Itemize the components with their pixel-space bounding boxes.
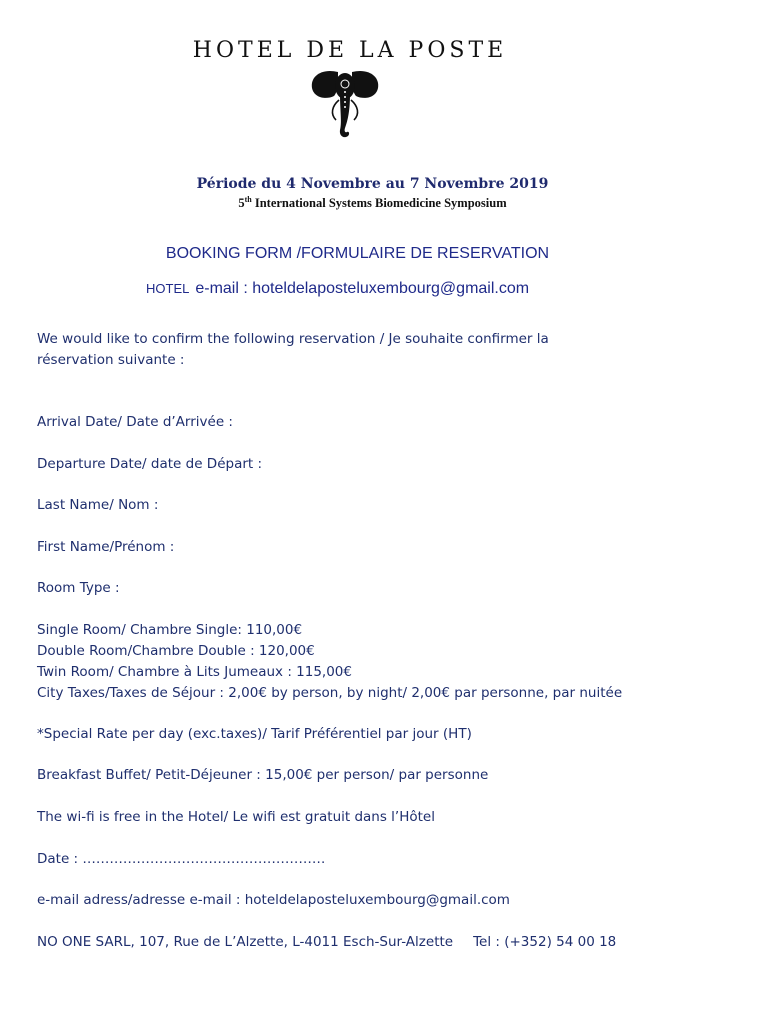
symposium-ordinal-suffix: th xyxy=(244,195,252,204)
symposium-title xyxy=(0,195,745,211)
period-dates: Période du 4 Novembre au 7 Novembre 2019 xyxy=(196,176,549,192)
special-rate-note: *Special Rate per day (exc.taxes)/ Tarif Préférentiel par jour (HT) xyxy=(37,726,472,742)
symposium-ordinal: 5 xyxy=(238,196,245,211)
departure-date-field: Departure Date/ date de Départ : xyxy=(37,456,263,472)
intro-line-2: réservation suivante : xyxy=(37,352,185,368)
hotel-email-value: e-mail : hoteldelaposteluxembourg@gmail.com xyxy=(195,280,530,297)
footer-line xyxy=(37,932,616,952)
hotel-email-line xyxy=(146,280,529,298)
date-field: Date : ……………………………………………… xyxy=(37,851,326,867)
single-room-rate: Single Room/ Chambre Single: 110,00€ xyxy=(37,622,303,638)
twin-room-rate: Twin Room/ Chambre à Lits Jumeaux : 115,00€ xyxy=(37,664,352,680)
hotel-email-label: HOTEL xyxy=(146,281,190,296)
footer-phone: Tel : (+352) 54 00 18 xyxy=(473,934,617,950)
symposium-name: International Systems Biomedicine Symposium xyxy=(251,196,507,211)
elephant-logo-icon xyxy=(308,66,382,142)
footer-address: NO ONE SARL, 107, Rue de L’Alzette, L-4011 Esch-Sur-Alzette xyxy=(37,934,454,950)
breakfast-rate: Breakfast Buffet/ Petit-Déjeuner : 15,00€ per person/ par personne xyxy=(37,767,489,783)
arrival-date-field: Arrival Date/ Date d’Arrivée : xyxy=(37,414,233,430)
hotel-name: HOTEL DE LA POSTE xyxy=(192,38,508,63)
booking-form-title: BOOKING FORM /FORMULAIRE DE RESERVATION xyxy=(165,245,550,262)
wifi-note: The wi-fi is free in the Hotel/ Le wifi est gratuit dans l’Hôtel xyxy=(37,809,435,825)
last-name-field: Last Name/ Nom : xyxy=(37,497,159,513)
double-room-rate: Double Room/Chambre Double : 120,00€ xyxy=(37,643,315,659)
city-tax-rate: City Taxes/Taxes de Séjour : 2,00€ by person, by night/ 2,00€ par personne, par nuitée xyxy=(37,685,623,701)
email-address-line: e-mail adress/adresse e-mail : hoteldelaposteluxembourg@gmail.com xyxy=(37,892,510,908)
intro-line-1: We would like to confirm the following reservation / Je souhaite confirmer la xyxy=(37,331,549,347)
first-name-field: First Name/Prénom : xyxy=(37,539,175,555)
room-type-field: Room Type : xyxy=(37,580,120,596)
